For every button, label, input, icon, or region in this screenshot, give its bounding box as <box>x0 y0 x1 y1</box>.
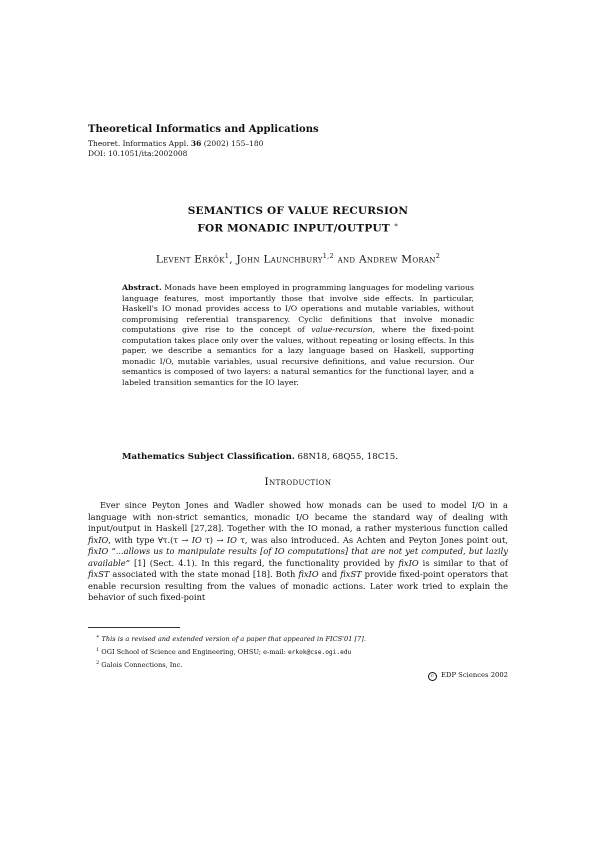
section-heading: Introduction <box>264 476 332 488</box>
author-affiliation: 1 <box>224 252 230 260</box>
intro-paragraph <box>88 500 508 604</box>
citation-prefix: Theoret. Informatics Appl. <box>88 139 189 148</box>
quotation: “...allows us to manipulate results [of IO computations] that are not yet computed, but lazily available” <box>88 546 508 568</box>
intro-text: Ever since Peyton Jones and Wadler showed how monads can be used to model I/O in a language with non-strict semantics, monadic I/O became the standard way of dealing with input/output in Haskell [27,28]. Together with the IO monad, a rather mysterious function called <box>88 500 508 534</box>
intro-text: τ, was also introduced. As Achten and Peyton Jones point out, <box>236 534 509 545</box>
code-term: fixIO <box>88 546 109 557</box>
email-address: erkok@cse.ogi.edu <box>287 649 352 657</box>
author-list <box>88 252 508 266</box>
abstract-text: Monads have been employed in programming languages for modeling various language features, most importantly those that involve side effects. In particular, Haskell's IO monad provides access to I/O operations and mutable variables, without compromising referential transparency. Cyclic definitions that involve monadic computations give rise to the concept of <box>122 283 474 335</box>
intro-text: associated with the state monad [18]. Both <box>109 569 299 580</box>
msc-label: Mathematics Subject Classification. <box>122 452 295 462</box>
paper-title <box>88 204 508 236</box>
subject-classification <box>122 452 474 463</box>
author-name: Levent Erkök <box>155 253 225 266</box>
title-line-2 <box>88 218 508 236</box>
footnote-mark: 2 <box>96 660 100 667</box>
code-term: fixIO <box>88 534 109 545</box>
code-term: fixIO <box>298 569 319 580</box>
footnotes <box>88 632 508 672</box>
title-line-2-text: FOR MONADIC INPUT/OUTPUT <box>197 222 390 235</box>
abstract-label: Abstract. <box>122 283 162 292</box>
msc-codes: 68N18, 68Q55, 18C15. <box>294 452 398 462</box>
doi: DOI: 10.1051/ita:2002008 <box>88 149 188 158</box>
intro-text: provide fixed-point operators that enable recursion resulting from the values of monadic actions. Later work tried to explain the behavior of such fixed-point <box>88 569 508 603</box>
footnote <box>88 645 508 658</box>
intro-text: is similar to that of <box>418 557 509 568</box>
code-term: IO <box>226 534 237 545</box>
title-footnote-mark: ∗ <box>393 221 399 229</box>
copyright-notice <box>88 671 508 681</box>
footnote-mark: ∗ <box>96 634 100 640</box>
author-separator: and <box>333 253 359 266</box>
code-term: fixST <box>88 569 110 580</box>
abstract-term: value-recursion <box>311 325 373 335</box>
code-term: IO <box>191 534 202 545</box>
journal-name: Theoretical Informatics and Applications <box>88 124 319 135</box>
copyright-text: EDP Sciences 2002 <box>441 671 508 679</box>
footnote-mark: 1 <box>96 647 100 654</box>
author-name: Andrew Moran <box>358 253 436 266</box>
footnote-rule <box>88 627 180 628</box>
author-name: John Launchbury <box>236 253 323 266</box>
intro-text: τ) → <box>201 534 227 545</box>
abstract-text: , where the fixed-point computation takes place only over the values, without repeating or losing effects. In this paper, we describe a semantics for a lazy language based on Haskell, supporting monadic I/O, mutable variables, usual recursive definitions, and value recursion. Our semantics is composed of two layers: a natural semantics for the functional layer, and a labeled transition semantics for the IO layer. <box>122 325 474 387</box>
abstract <box>122 283 474 388</box>
journal-header <box>88 123 508 159</box>
copyright-icon: c <box>428 672 437 681</box>
intro-text: , with type ∀τ.(τ → <box>108 534 192 545</box>
footnote-text: OGI School of Science and Engineering, OHSU; e-mail: <box>99 648 288 657</box>
title-line-1: SEMANTICS OF VALUE RECURSION <box>187 205 409 217</box>
volume-number: 36 <box>190 139 202 148</box>
journal-citation <box>88 139 508 149</box>
footnote-text: This is a revised and extended version of a paper that appeared in FICS'01 [7]. <box>99 635 366 644</box>
author-separator: , <box>229 253 237 266</box>
footnote <box>88 658 508 671</box>
author-affiliation: 2 <box>435 252 441 260</box>
intro-text: and <box>318 569 341 580</box>
citation-suffix: (2002) 155–180 <box>203 139 264 148</box>
code-term: fixIO <box>398 557 419 568</box>
footnote <box>88 632 508 645</box>
intro-text: [1] (Sect. 4.1). In this regard, the functionality provided by <box>129 557 399 568</box>
author-affiliation: 1,2 <box>322 252 334 260</box>
footnote-text: Galois Connections, Inc. <box>99 661 183 670</box>
code-term: fixST <box>340 569 362 580</box>
